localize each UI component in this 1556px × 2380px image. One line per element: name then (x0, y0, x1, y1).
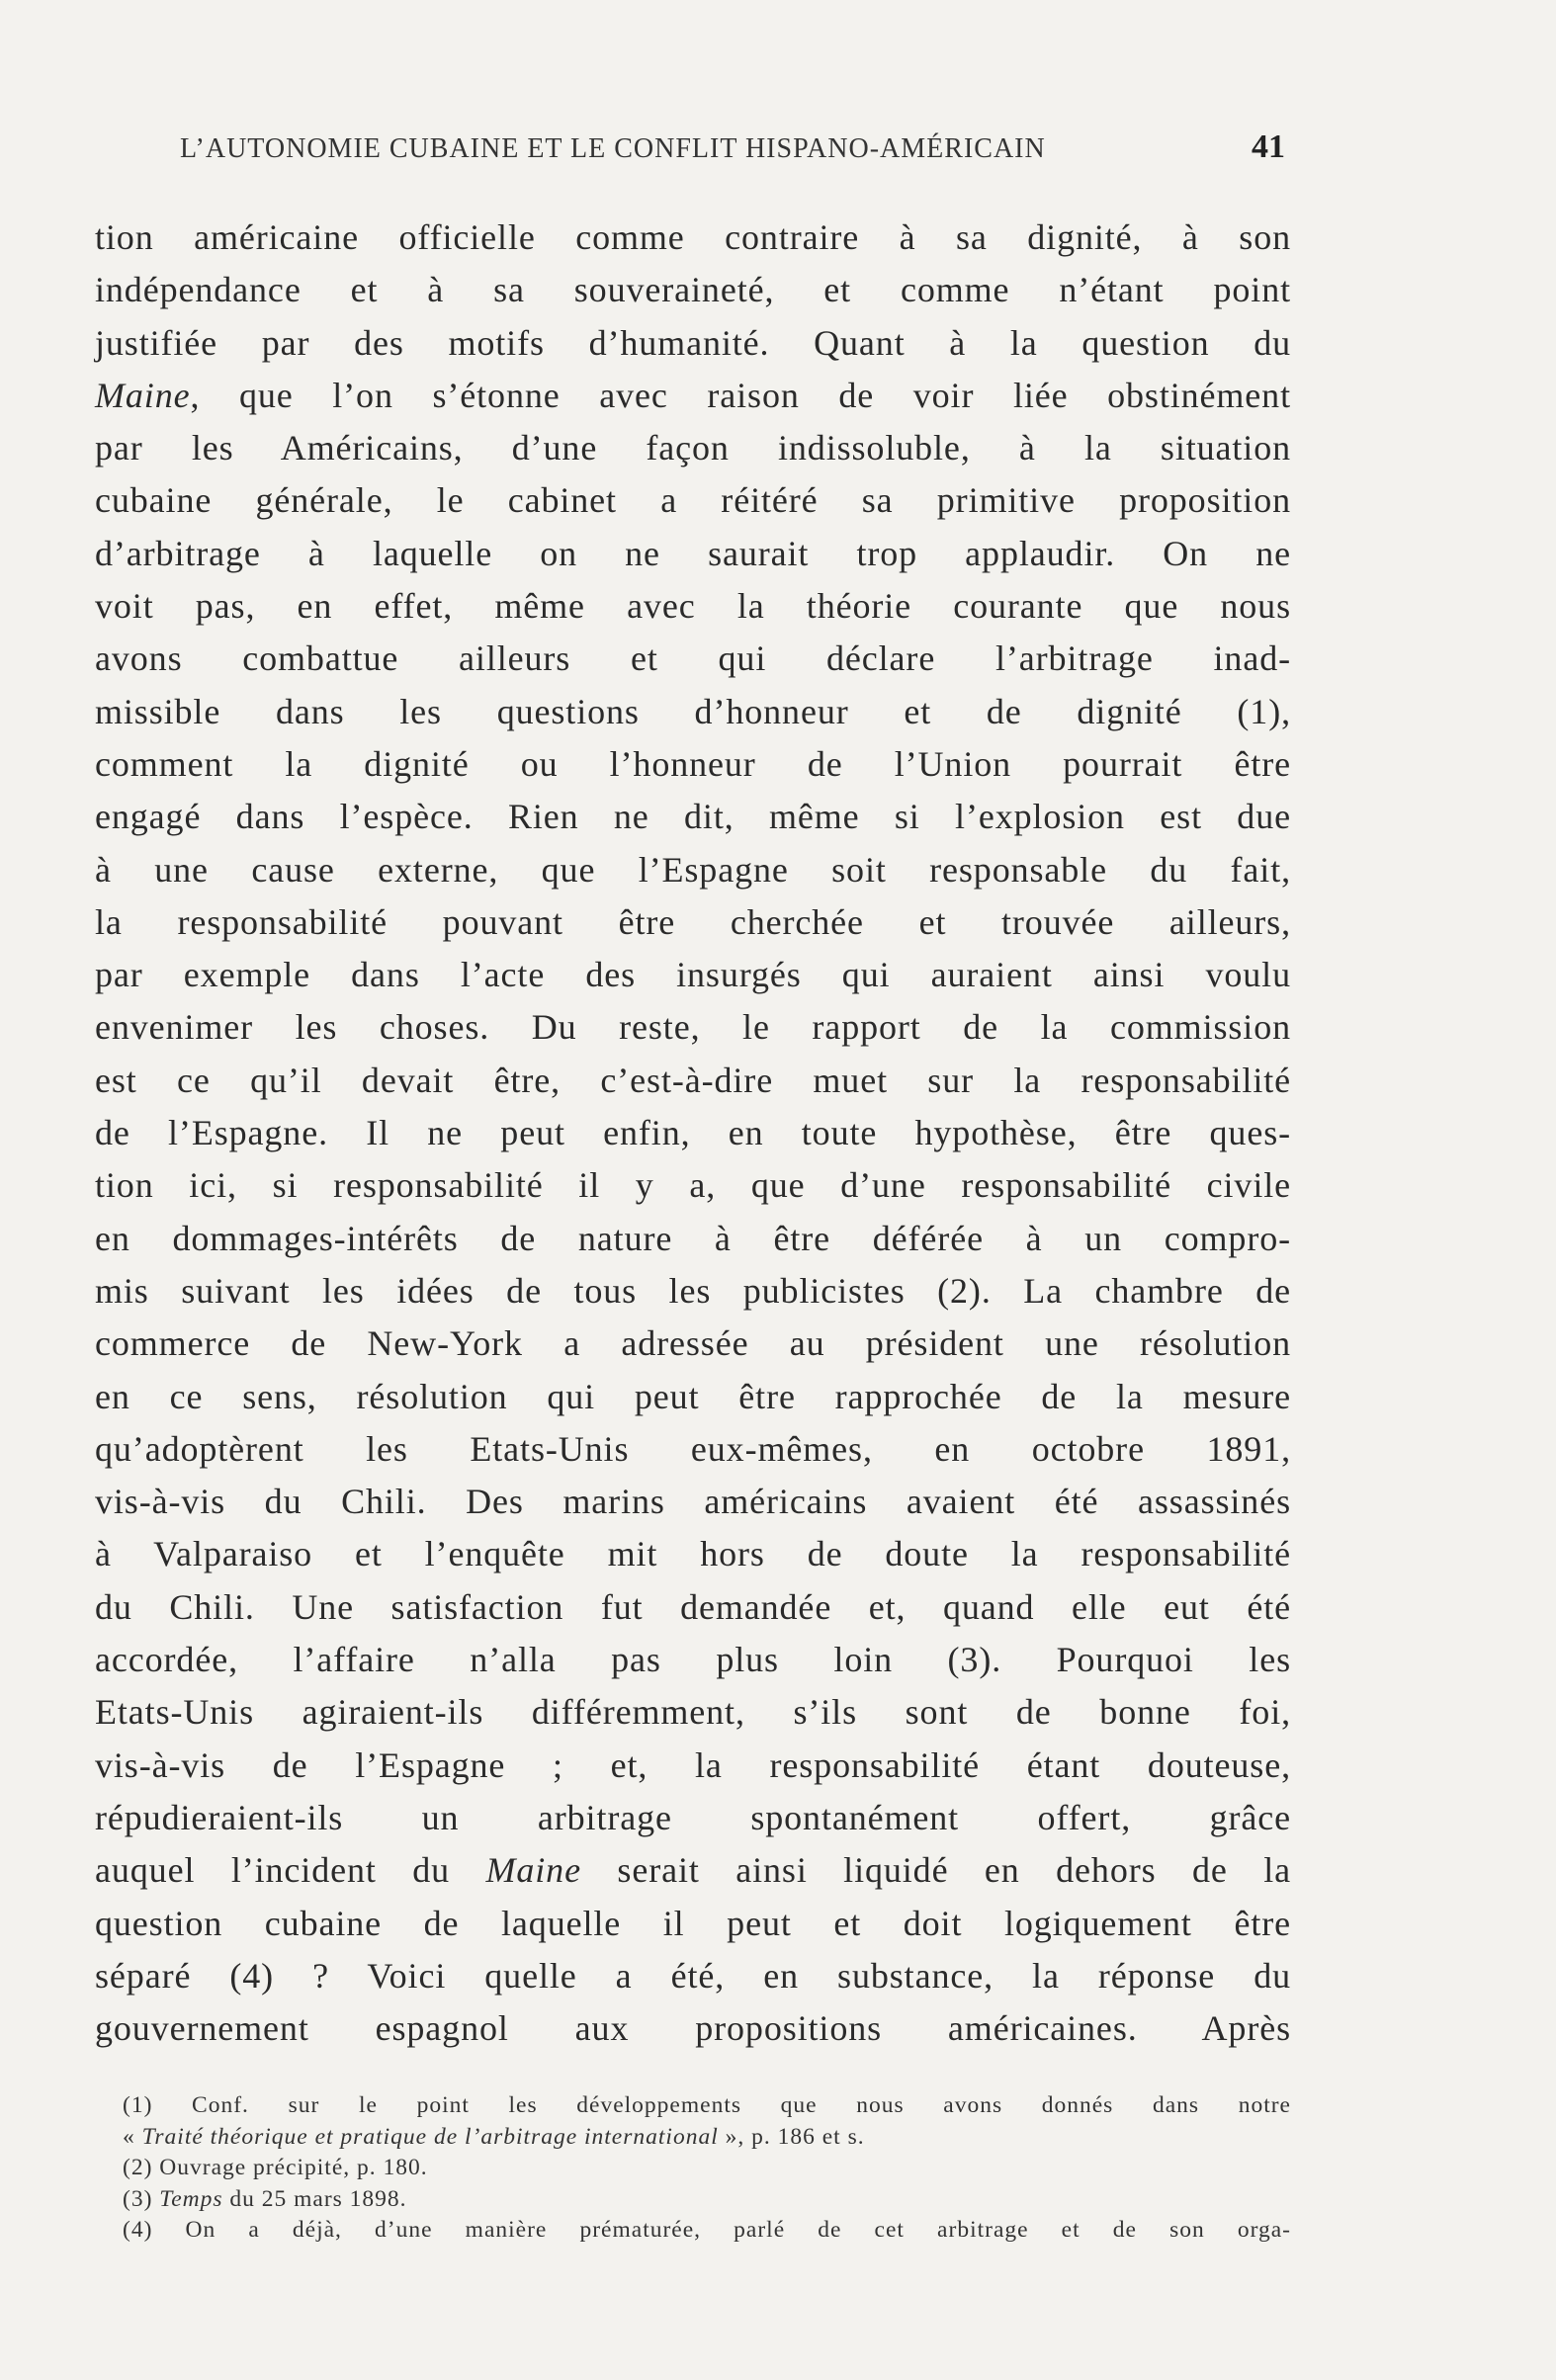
text-line: la responsabilité pouvant être cherchée et trouvée ailleurs, (95, 901, 1291, 942)
text-line: commerce de New-York a adressée au président une résolution (95, 1323, 1291, 1364)
footnote-1-continuation: « Traité théorique et pratique de l’arbitrage international », p. 186 et s. (123, 2123, 865, 2150)
text-line: vis-à-vis de l’Espagne ; et, la responsabilité étant douteuse, (95, 1744, 1291, 1785)
text-line: est ce qu’il devait être, c’est-à-dire muet sur la responsabilité (95, 1060, 1291, 1100)
footnote-4: (4) On a déjà, d’une manière prématurée, parlé de cet arbitrage et de son orga- (123, 2217, 1291, 2244)
text-line: indépendance et à sa souveraineté, et comme n’étant point (95, 270, 1291, 310)
text-line: question cubaine de laquelle il peut et doit logiquement être (95, 1903, 1291, 1943)
text-line: répudieraient-ils un arbitrage spontanément offert, grâce (95, 1797, 1291, 1837)
text-line: d’arbitrage à laquelle on ne saurait trop applaudir. On ne (95, 533, 1291, 573)
text-line: Maine, que l’on s’étonne avec raison de voir liée obstinément (95, 375, 1291, 415)
italic-title: Traité théorique et pratique de l’arbitrage international (141, 2123, 719, 2150)
text-line: du Chili. Une satisfaction fut demandée et, quand elle eut été (95, 1586, 1291, 1627)
text-line: cubaine générale, le cabinet a réitéré sa primitive proposition (95, 480, 1291, 521)
text-line: comment la dignité ou l’honneur de l’Union pourrait être (95, 743, 1291, 784)
text-line: auquel l’incident du Maine serait ainsi liquidé en dehors de la (95, 1850, 1291, 1891)
text-line: séparé (4) ? Voici quelle a été, en substance, la réponse du (95, 1955, 1291, 1996)
italic-title: Temps (159, 2185, 223, 2212)
text-line: missible dans les questions d’honneur et de dignité (1), (95, 691, 1291, 731)
body-text (95, 212, 1291, 2055)
text-line: vis-à-vis du Chili. Des marins américains avaient été assassinés (95, 1482, 1291, 1522)
text-line: envenimer les choses. Du reste, le rapport de la commission (95, 1007, 1291, 1048)
text-line: voit pas, en effet, même avec la théorie courante que nous (95, 586, 1291, 627)
footnote-separator (95, 2055, 1291, 2069)
text-line: en ce sens, résolution qui peut être rapprochée de la mesure (95, 1376, 1291, 1416)
text-line: à Valparaiso et l’enquête mit hors de doute la responsabilité (95, 1534, 1291, 1574)
page-header (95, 128, 1291, 180)
italic-title: Maine (485, 1850, 581, 1891)
page-number: 41 (1252, 128, 1285, 165)
text-line: qu’adoptèrent les Etats-Unis eux-mêmes, en octobre 1891, (95, 1428, 1291, 1469)
footnotes (95, 2090, 1291, 2247)
text-line: accordée, l’affaire n’alla pas plus loin (3). Pourquoi les (95, 1640, 1291, 1680)
text-line: de l’Espagne. Il ne peut enfin, en toute hypothèse, être ques- (95, 1113, 1291, 1153)
text-line: par exemple dans l’acte des insurgés qui auraient ainsi voulu (95, 955, 1291, 995)
page-content (95, 128, 1291, 2247)
running-title: L’AUTONOMIE CUBAINE ET LE CONFLIT HISPANO-AMÉRICAIN (180, 133, 1046, 164)
text-line: mis suivant les idées de tous les publicistes (2). La chambre de (95, 1270, 1291, 1311)
footnote-1: (1) Conf. sur le point les développements que nous avons donnés dans notre (123, 2092, 1291, 2119)
text-line: tion américaine officielle comme contraire à sa dignité, à son (95, 217, 1291, 257)
text-line: gouvernement espagnol aux propositions américaines. Après (95, 2008, 1291, 2049)
text-line: avons combattue ailleurs et qui déclare l’arbitrage inad- (95, 638, 1291, 679)
text-line: à une cause externe, que l’Espagne soit responsable du fait, (95, 849, 1291, 890)
footnote-3: (3) Temps du 25 mars 1898. (123, 2185, 407, 2212)
footnote-2: (2) Ouvrage précipité, p. 180. (123, 2155, 428, 2181)
italic-title: Maine (95, 375, 191, 415)
text-line: tion ici, si responsabilité il y a, que d’une responsabilité civile (95, 1165, 1291, 1206)
text-line: justifiée par des motifs d’humanité. Quant à la question du (95, 322, 1291, 363)
text-line: Etats-Unis agiraient-ils différemment, s’ils sont de bonne foi, (95, 1692, 1291, 1733)
text-line: par les Américains, d’une façon indissoluble, à la situation (95, 428, 1291, 468)
text-line: en dommages-intérêts de nature à être déférée à un compro- (95, 1218, 1291, 1258)
text-line: engagé dans l’espèce. Rien ne dit, même si l’explosion est due (95, 797, 1291, 837)
